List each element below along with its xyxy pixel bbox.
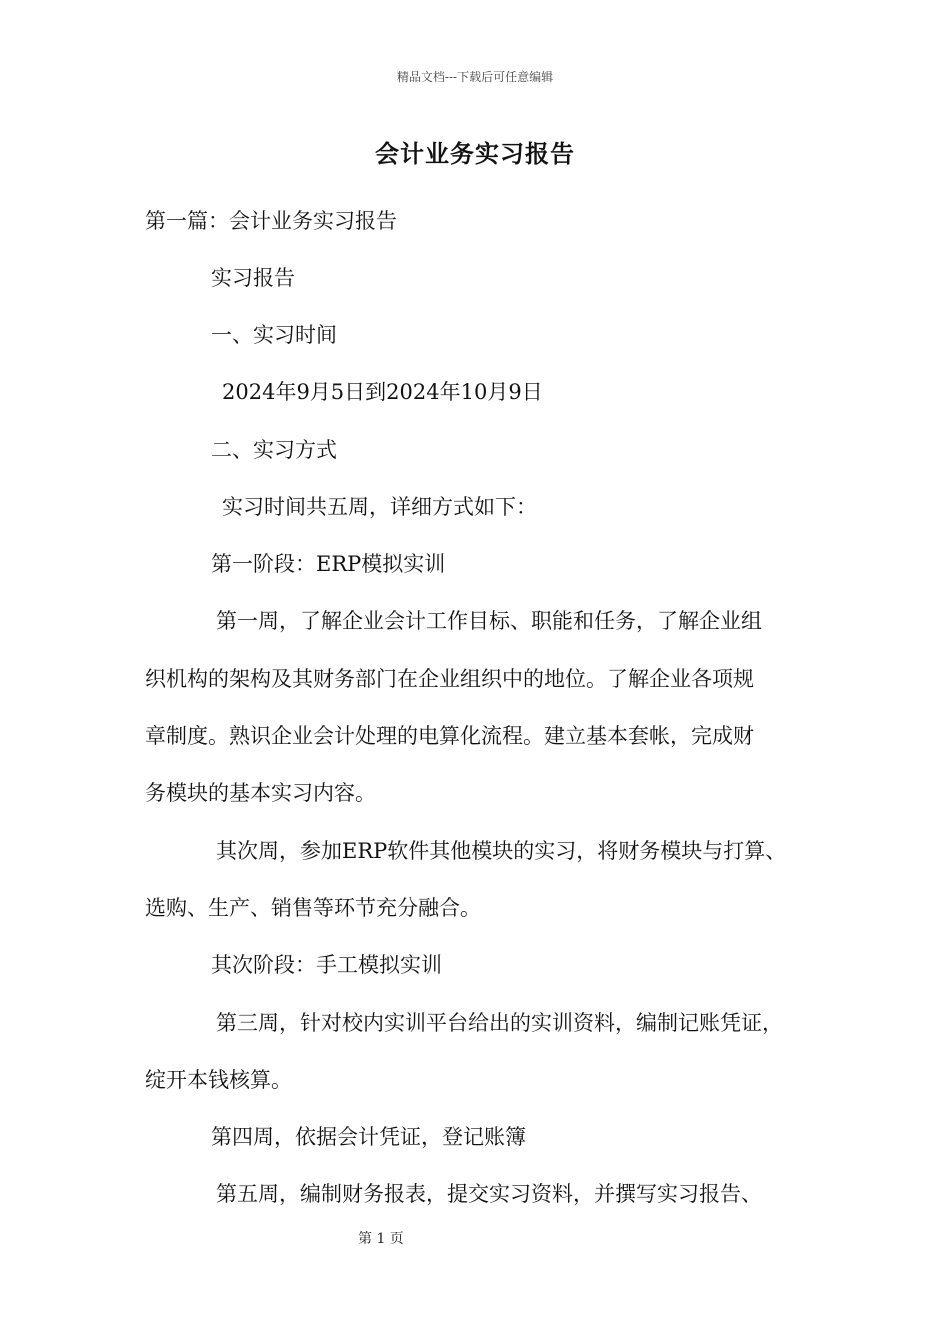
paragraph-line: 二、实习方式: [211, 438, 337, 462]
section-heading: 第一篇：会计业务实习报告: [145, 209, 397, 233]
paragraph-line: 绽开本钱核算。: [145, 1068, 292, 1092]
paragraph-line: 其次阶段：手工模拟实训: [211, 953, 442, 977]
paragraph-line: 第一阶段：ERP模拟实训: [211, 552, 446, 576]
page-number: 第 1 页: [358, 1231, 404, 1247]
header-note: 精品文档---下载后可任意编辑: [396, 70, 554, 84]
paragraph-line: 章制度。熟识企业会计处理的电算化流程。建立基本套帐，完成财: [145, 724, 754, 748]
paragraph-line: 第一周，了解企业会计工作目标、职能和任务，了解企业组: [216, 609, 762, 633]
document-title: 会计业务实习报告: [375, 139, 575, 168]
paragraph-line: 第三周，针对校内实训平台给出的实训资料，编制记账凭证，: [216, 1011, 783, 1035]
paragraph-line: 选购、生产、销售等环节充分融合。: [145, 896, 481, 920]
paragraph-line: 2024年9月5日到2024年10月9日: [222, 380, 543, 404]
paragraph-line: 第五周，编制财务报表，提交实习资料，并撰写实习报告、: [216, 1182, 762, 1206]
paragraph-line: 实习时间共五周，详细方式如下：: [222, 495, 537, 519]
paragraph-line: 实习报告: [211, 266, 295, 290]
paragraph-line: 一、实习时间: [211, 323, 337, 347]
paragraph-line: 务模块的基本实习内容。: [145, 781, 376, 805]
paragraph-line: 第四周，依据会计凭证，登记账簿: [211, 1125, 526, 1149]
paragraph-line: 织机构的架构及其财务部门在企业组织中的地位。了解企业各项规: [145, 667, 754, 691]
paragraph-line: 其次周，参加ERP软件其他模块的实习，将财务模块与打算、: [216, 839, 787, 863]
